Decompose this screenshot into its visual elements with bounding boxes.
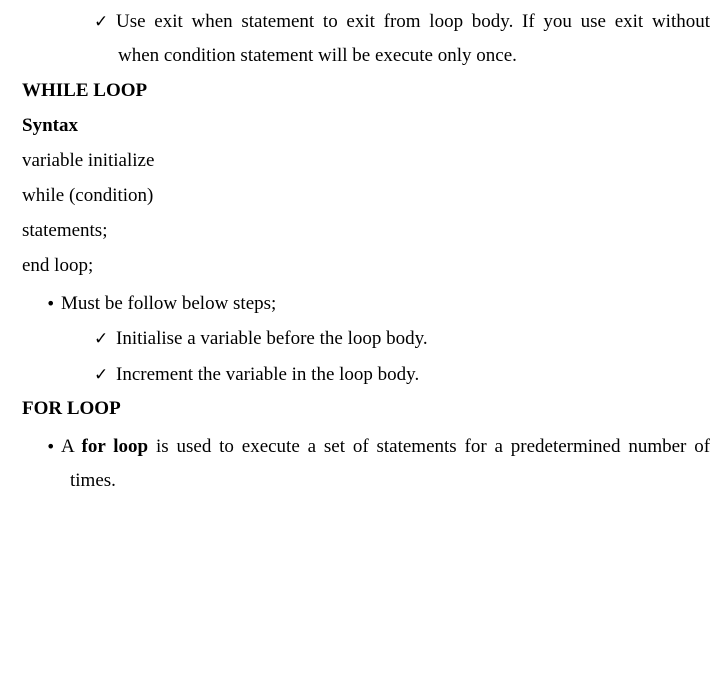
syntax-line: end loop;: [22, 255, 94, 276]
bullet-icon: •: [46, 437, 56, 456]
for-loop-description-line-2: times.: [70, 470, 116, 491]
exit-note-line-2: when condition statement will be execute only once.: [118, 45, 517, 66]
for-loop-term: for loop: [81, 436, 149, 457]
step-item: Increment the variable in the loop body.: [116, 364, 420, 385]
checkmark-icon: ✓: [94, 12, 109, 32]
while-loop-heading: WHILE LOOP: [22, 80, 148, 101]
for-loop-description: is used to execute a set of statements for a predetermined number of: [155, 436, 710, 457]
for-loop-description-line-1: [61, 436, 710, 458]
step-item: Initialise a variable before the loop body.: [116, 328, 428, 349]
checkmark-icon: ✓: [94, 329, 109, 349]
syntax-line: while (condition): [22, 185, 154, 206]
for-loop-heading: FOR LOOP: [22, 398, 121, 419]
exit-note-line-1: Use exit when statement to exit from loop body. If you use exit without: [116, 11, 710, 32]
steps-intro: Must be follow below steps;: [61, 293, 277, 314]
bullet-icon: •: [46, 294, 56, 313]
syntax-heading: Syntax: [22, 115, 78, 136]
syntax-line: statements;: [22, 220, 108, 241]
syntax-line: variable initialize: [22, 150, 155, 171]
checkmark-icon: ✓: [94, 365, 109, 385]
for-loop-prefix: A: [61, 436, 74, 457]
